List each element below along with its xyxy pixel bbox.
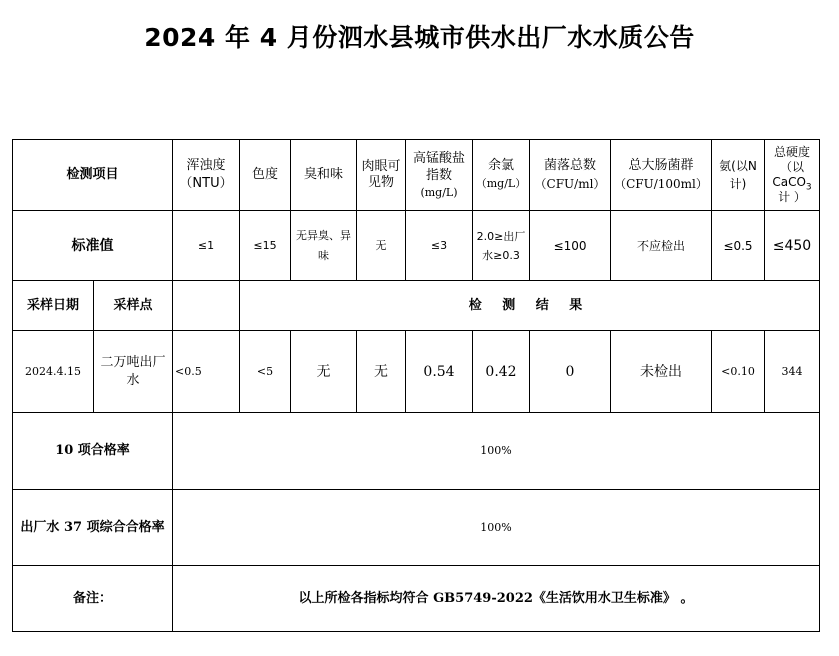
result-total-hardness: 344 — [765, 331, 820, 413]
pass10-value: 100% — [173, 413, 820, 490]
standard-odor-taste: 无异臭、异味 — [291, 211, 357, 281]
results-header: 检 测 结 果 — [240, 281, 820, 331]
sample-row — [13, 331, 820, 413]
water-quality-table — [12, 139, 820, 632]
standard-row — [13, 211, 820, 281]
result-residual-chlorine: 0.42 — [473, 331, 530, 413]
col-residual-chlorine: 余氯 （mg/L） — [473, 140, 530, 211]
standard-ammonia: ≤0.5 — [712, 211, 765, 281]
standard-label: 标准值 — [13, 211, 173, 281]
item-header: 检测项目 — [13, 140, 173, 211]
remark-value: 以上所检各指标均符合 GB5749-2022《生活饮用水卫生标准》 。 — [173, 566, 820, 632]
col-turbidity: 浑浊度 （NTU） — [173, 140, 240, 211]
pass10-label: 10 项合格率 — [13, 413, 173, 490]
standard-turbidity: ≤1 — [173, 211, 240, 281]
result-odor-taste: 无 — [291, 331, 357, 413]
result-ammonia: <0.10 — [712, 331, 765, 413]
standard-total-hardness: ≤450 — [765, 211, 820, 281]
sample-date-header: 采样日期 — [13, 281, 94, 331]
standard-total-bacteria: ≤100 — [530, 211, 611, 281]
result-permanganate-index: 0.54 — [406, 331, 473, 413]
page-title: 2024 年 4 月份泗水县城市供水出厂水水质公告 — [144, 23, 695, 52]
standard-visible-matter: 无 — [357, 211, 406, 281]
col-total-hardness: 总硬度（以 CaCO$_3$ 计 ） — [765, 140, 820, 211]
col-visible-matter: 肉眼可见物 — [357, 140, 406, 211]
remark-label: 备注： — [13, 566, 173, 632]
standard-total-coliforms: 不应检出 — [611, 211, 712, 281]
standard-color: ≤15 — [240, 211, 291, 281]
col-total-coliforms: 总大肠菌群 （CFU/100ml） — [611, 140, 712, 211]
result-total-bacteria: 0 — [530, 331, 611, 413]
result-color: <5 — [240, 331, 291, 413]
result-turbidity: <0.5 — [173, 331, 240, 413]
sample-point: 二万吨出厂水 — [94, 331, 173, 413]
sample-point-header: 采样点 — [94, 281, 173, 331]
col-color: 色度 — [240, 140, 291, 211]
pass10-row — [13, 413, 820, 490]
pass37-label: 出厂水 37 项综合合格率 — [13, 490, 173, 566]
header-row — [13, 140, 820, 211]
standard-permanganate-index: ≤3 — [406, 211, 473, 281]
col-ammonia: 氨(以N计) — [712, 140, 765, 211]
col-permanganate-index: 高锰酸盐指数 (mg/L) — [406, 140, 473, 211]
standard-residual-chlorine: 2.0≥出厂水≥0.3 — [473, 211, 530, 281]
pass37-value: 100% — [173, 490, 820, 566]
empty-cell — [173, 281, 240, 331]
sample-date: 2024.4.15 — [13, 331, 94, 413]
sample-header-row — [13, 281, 820, 331]
pass37-row — [13, 490, 820, 566]
remark-row — [13, 566, 820, 632]
col-odor-taste: 臭和味 — [291, 140, 357, 211]
result-visible-matter: 无 — [357, 331, 406, 413]
result-total-coliforms: 未检出 — [611, 331, 712, 413]
col-total-bacteria: 菌落总数 （CFU/ml） — [530, 140, 611, 211]
